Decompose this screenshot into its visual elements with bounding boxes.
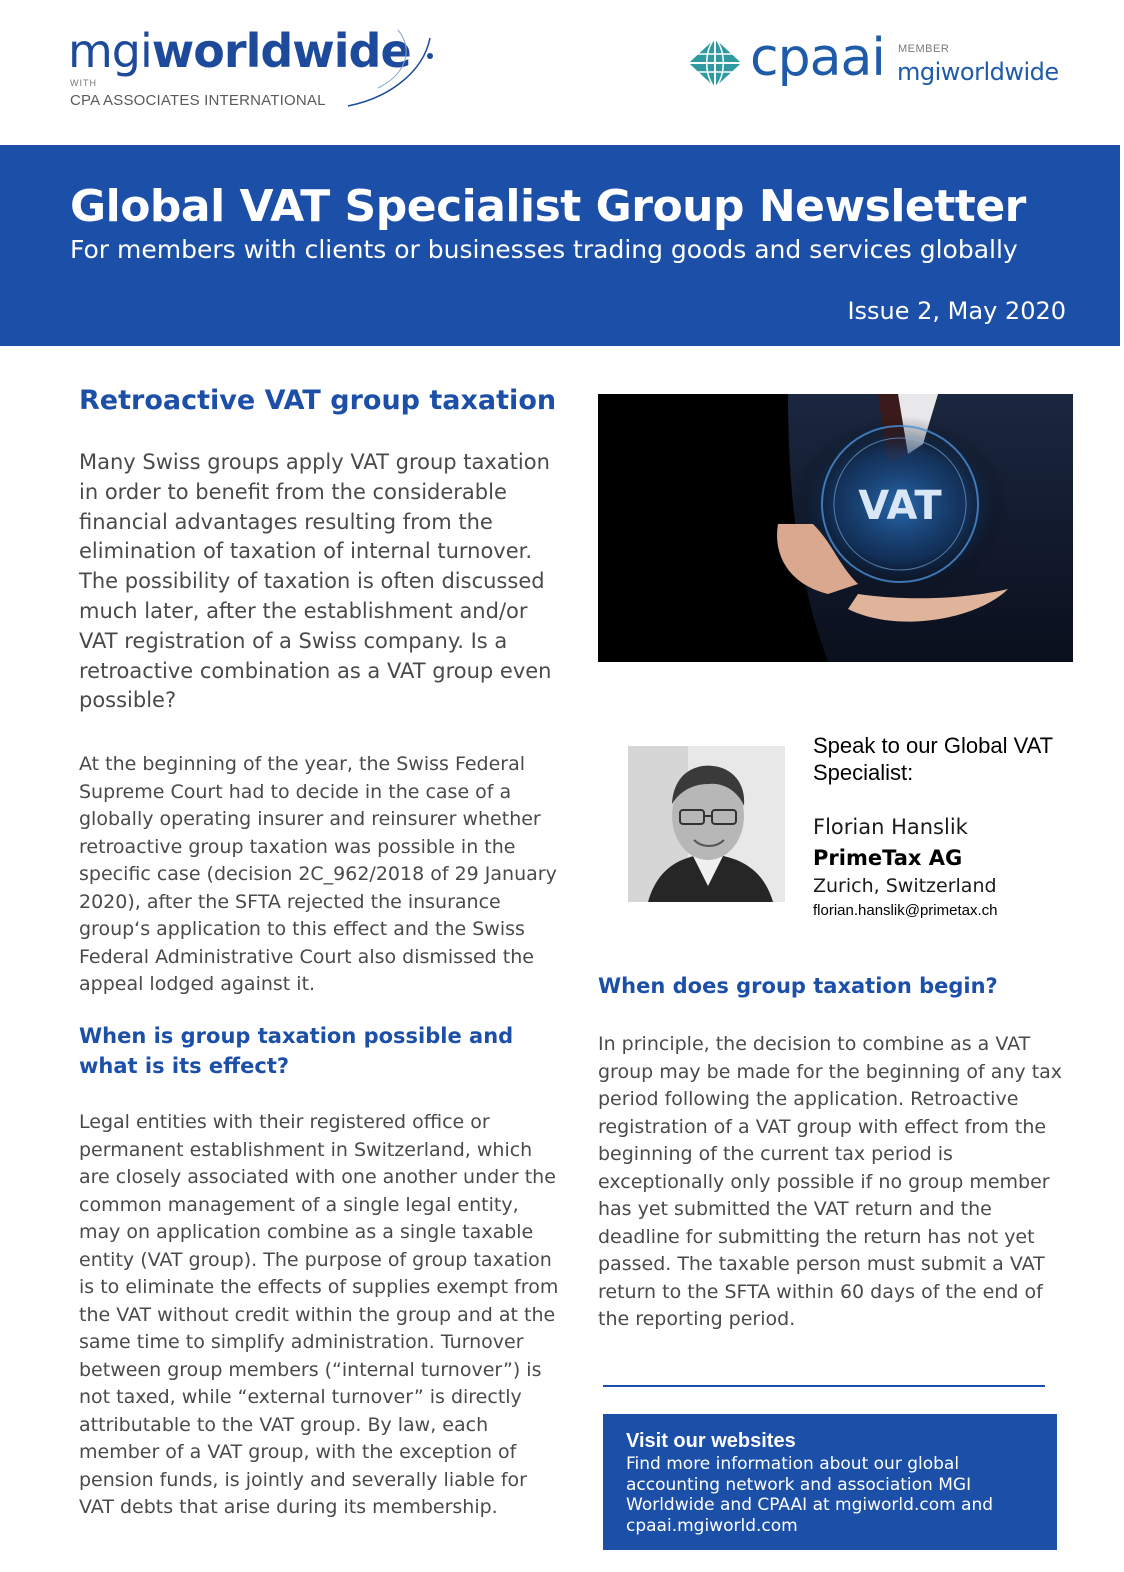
contact-city: Zurich, Switzerland [813,875,997,897]
visit-title: Visit our websites [626,1430,796,1452]
orbit-swoosh-icon [318,28,438,108]
newsletter-subtitle: For members with clients or businesses trading goods and services globally [70,235,1018,264]
mgi-logo-bold: worldwide [151,24,411,78]
cpaai-member-of: mgiworldwide [897,58,1059,86]
section-heading-group-taxation-begin: When does group taxation begin? [598,974,998,998]
article-paragraph-2: Legal entities with their registered office or permanent establishment in Switzerland, which are closely associated with one another under the common management of a single legal entity, may on application combine as a single taxable entity (VAT group). The purpose of group taxation is to eliminate the effects of supplies exempt from the VAT without credit within the group and at the same time to simplify administration. Turnover between group members (“internal turnover”) is not taxed, while “external turnover” is directly attributable to the VAT group. By law, each member of a VAT group, with the exception of pension funds, is jointly and severally liable for VAT debts that arise during its membership. [79,1111,559,1518]
contact-intro: Speak to our Global VAT Specialist: [813,733,1053,785]
globe-icon [686,36,744,90]
specialist-photo [628,746,785,902]
cpaai-member-label: MEMBER [898,43,950,55]
mgi-logo-with-label: WITH [70,78,97,88]
newsletter-banner [0,145,1120,346]
mgi-worldwide-logo [68,24,438,114]
contact-name: Florian Hanslik [813,815,968,839]
cpaai-wordmark: cpaai [750,28,885,88]
article-paragraph-3: In principle, the decision to combine as a VAT group may be made for the beginning of any tax period following the application. Retroactive registration of a VAT group with effect from the beginning of the current tax period is exceptionally only possible if no group member has yet submitted the VAT return and the deadline for submitting the return has not yet passed. The taxable person must submit a VAT return to the SFTA within 60 days of the end of the reporting period. [598,1033,1063,1330]
mgi-logo-light: mgi [68,24,152,78]
issue-label: Issue 2, May 2020 [847,297,1066,325]
article-paragraph-1: At the beginning of the year, the Swiss Federal Supreme Court had to decide in the case of a globally operating insurer and reinsurer whether retroactive group taxation was possible in the specific case (decision 2C_962/2018 of 29 January 2020), after the SFTA rejected the insurance group‘s application to this effect and the Swiss Federal Administrative Court also dismissed the appeal lodged against it. [79,753,557,995]
mgi-logo-association: CPA ASSOCIATES INTERNATIONAL [70,92,326,109]
newsletter-title: Global VAT Specialist Group Newsletter [70,181,1026,232]
section-heading-group-taxation-possible: When is group taxation possible and what is its effect? [79,1024,514,1078]
section-divider [603,1385,1045,1387]
article-lead: Many Swiss groups apply VAT group taxation in order to benefit from the considerable financial advantages resulting from the elimination of taxation of internal turnover. The possibility of taxation is often discussed much later, after the establishment and/or VAT registration of a Swiss company. Is a retroactive combination as a VAT group even possible? [79,450,552,713]
contact-company: PrimeTax AG [813,846,963,870]
vat-hero-image [598,394,1073,662]
visit-websites-box [603,1414,1057,1550]
vat-illustration [598,394,1073,662]
article-title: Retroactive VAT group taxation [79,385,557,416]
cpaai-logo [686,28,1066,98]
visit-body: Find more information about our global accounting network and association MGI Worldwide and CPAAI at mgiworld.com and cpaai.mgiworld.com [626,1454,994,1536]
person-portrait [628,746,785,902]
vat-image-text: VAT [858,483,942,529]
contact-email-link[interactable]: florian.hanslik@primetax.ch [813,902,998,919]
